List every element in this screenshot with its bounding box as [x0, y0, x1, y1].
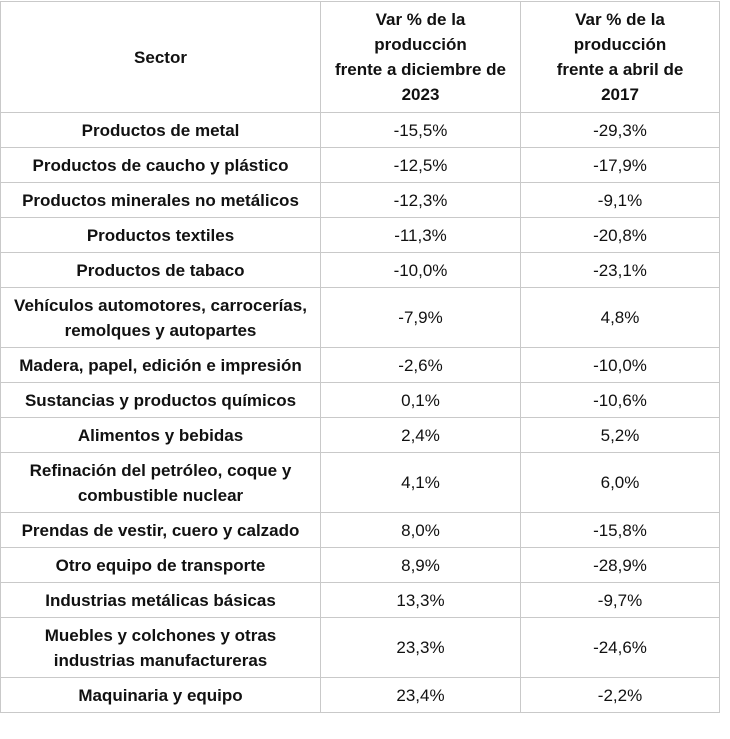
var-apr-2017-cell: -10,0%: [521, 348, 720, 383]
sector-cell: Sustancias y productos químicos: [1, 383, 321, 418]
header-line: 2017: [601, 85, 639, 104]
var-apr-2017-cell: -9,7%: [521, 583, 720, 618]
var-apr-2017-cell: -24,6%: [521, 618, 720, 678]
table-row: [1, 183, 720, 218]
table-row: [1, 418, 720, 453]
var-apr-2017-cell: -10,6%: [521, 383, 720, 418]
header-line: producción: [374, 35, 467, 54]
sector-cell: Maquinaria y equipo: [1, 678, 321, 713]
sector-cell: Otro equipo de transporte: [1, 548, 321, 583]
header-line: Var % de la: [575, 10, 665, 29]
table-row: [1, 148, 720, 183]
sector-cell: Productos de metal: [1, 113, 321, 148]
table-row: [1, 618, 720, 678]
var-dec-2023-cell: -12,5%: [321, 148, 521, 183]
var-dec-2023-cell: 0,1%: [321, 383, 521, 418]
header-line: Var % de la: [375, 10, 466, 29]
sector-cell: Madera, papel, edición e impresión: [1, 348, 321, 383]
sector-cell: Productos de caucho y plástico: [1, 148, 321, 183]
var-dec-2023-cell: -7,9%: [321, 288, 521, 348]
table-row: [1, 453, 720, 513]
var-dec-2023-cell: 23,4%: [321, 678, 521, 713]
sector-cell: Muebles y colchones y otras industrias manufactureras: [1, 618, 321, 678]
var-dec-2023-cell: -12,3%: [321, 183, 521, 218]
var-dec-2023-cell: 23,3%: [321, 618, 521, 678]
var-dec-2023-cell: -2,6%: [321, 348, 521, 383]
header-line: frente a diciembre de: [334, 60, 506, 79]
table-row: [1, 348, 720, 383]
table-row: [1, 113, 720, 148]
header-line: 2023: [401, 85, 440, 104]
var-dec-2023-cell: 13,3%: [321, 583, 521, 618]
table-row: [1, 253, 720, 288]
header-var-apr-2017: [521, 2, 720, 113]
var-apr-2017-cell: 6,0%: [521, 453, 720, 513]
var-dec-2023-cell: -11,3%: [321, 218, 521, 253]
var-apr-2017-cell: -2,2%: [521, 678, 720, 713]
header-sector: Sector: [1, 2, 321, 113]
var-apr-2017-cell: 4,8%: [521, 288, 720, 348]
table-row: [1, 583, 720, 618]
var-apr-2017-cell: -20,8%: [521, 218, 720, 253]
table-row: [1, 513, 720, 548]
header-line: frente a abril de: [556, 60, 684, 79]
var-dec-2023-cell: -10,0%: [321, 253, 521, 288]
var-dec-2023-cell: 8,0%: [321, 513, 521, 548]
sector-cell: Refinación del petróleo, coque y combustible nuclear: [1, 453, 321, 513]
table-row: [1, 383, 720, 418]
header-line: producción: [573, 35, 667, 54]
var-dec-2023-cell: 4,1%: [321, 453, 521, 513]
var-apr-2017-cell: -17,9%: [521, 148, 720, 183]
header-row: [1, 2, 720, 113]
var-apr-2017-cell: -15,8%: [521, 513, 720, 548]
table-row: [1, 678, 720, 713]
var-dec-2023-cell: 8,9%: [321, 548, 521, 583]
table-row: [1, 548, 720, 583]
var-apr-2017-cell: -28,9%: [521, 548, 720, 583]
var-apr-2017-cell: -23,1%: [521, 253, 720, 288]
var-apr-2017-cell: -9,1%: [521, 183, 720, 218]
header-var-dec-2023: [321, 2, 521, 113]
sector-cell: Productos textiles: [1, 218, 321, 253]
sector-cell: Productos minerales no metálicos: [1, 183, 321, 218]
sector-cell: Alimentos y bebidas: [1, 418, 321, 453]
var-dec-2023-cell: -15,5%: [321, 113, 521, 148]
table-row: [1, 218, 720, 253]
var-apr-2017-cell: -29,3%: [521, 113, 720, 148]
production-variation-table: [0, 1, 720, 713]
var-apr-2017-cell: 5,2%: [521, 418, 720, 453]
sector-cell: Prendas de vestir, cuero y calzado: [1, 513, 321, 548]
table-row: [1, 288, 720, 348]
sector-cell: Productos de tabaco: [1, 253, 321, 288]
sector-cell: Vehículos automotores, carrocerías, remolques y autopartes: [1, 288, 321, 348]
var-dec-2023-cell: 2,4%: [321, 418, 521, 453]
sector-cell: Industrias metálicas básicas: [1, 583, 321, 618]
